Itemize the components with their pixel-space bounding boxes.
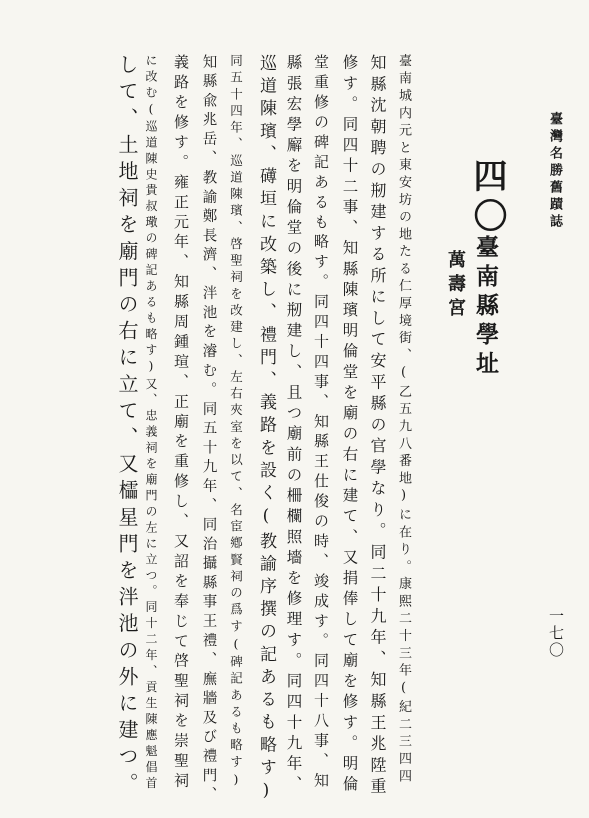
body-column-2: 知縣沈朝聘の剏建する所にして安平縣の官學なり。同二十九年、知縣王兆陞重	[368, 54, 387, 799]
page-number: 一七〇	[547, 608, 565, 659]
body-column-5: 縣張宏學廨を明倫堂の後に剏建し、且つ廟前の柵欄照墻を修理す。同四十九年、	[284, 54, 303, 797]
body-column-11: して、土地祠を廟門の右に立て、又櫺星門を泮池の外に建つ。	[115, 54, 139, 799]
section-title: 臺南縣學址	[472, 235, 499, 380]
body-column-10: に改む(巡道陳史貴叔璥の碑記あるも略す)又、忠義祠を廟門の左に立つ。同十二年、貢生陳應魁倡首	[144, 54, 158, 793]
body-column-7: 同五十四年、巡道陳璸、啓聖祠を改建し、左右夾室を以て、名宦鄕賢祠の爲す(碑記あるも略す)	[228, 54, 244, 791]
section-number: 四〇	[467, 158, 507, 238]
running-head: 臺灣名勝舊蹟誌	[547, 112, 562, 231]
body-column-1: 臺南城内元と東安坊の地たる仁厚境街、(乙五九八番地)に在り。康熙二十三年(紀二三四四	[396, 54, 411, 787]
section-subtitle: 萬壽宮	[445, 250, 466, 322]
body-column-3: 修す。同四十二事、知縣陳璸明倫堂を廟の右に建て、又捐俸して廟を修す。明倫	[340, 54, 359, 797]
body-column-6: 巡道陳璸、礡垣に改築し、禮門、義路を設く(教諭序撰の記あるも略す)	[256, 54, 276, 807]
body-column-4: 堂重修の碑記あるも略す。同四十四事、知縣王仕俊の時、竣成す。同四十八事、知	[312, 54, 330, 793]
body-column-8: 知縣兪兆岳、教諭鄭長濟、泮池を濬む。同五十九年、同治攝縣事王禮、廡牆及び禮門、	[200, 54, 217, 807]
body-column-9: 義路を修す。雍正元年、知縣周鍾瑄、正廟を重修し、又詔を奉じて啓聖祠を崇聖祠	[172, 54, 190, 793]
